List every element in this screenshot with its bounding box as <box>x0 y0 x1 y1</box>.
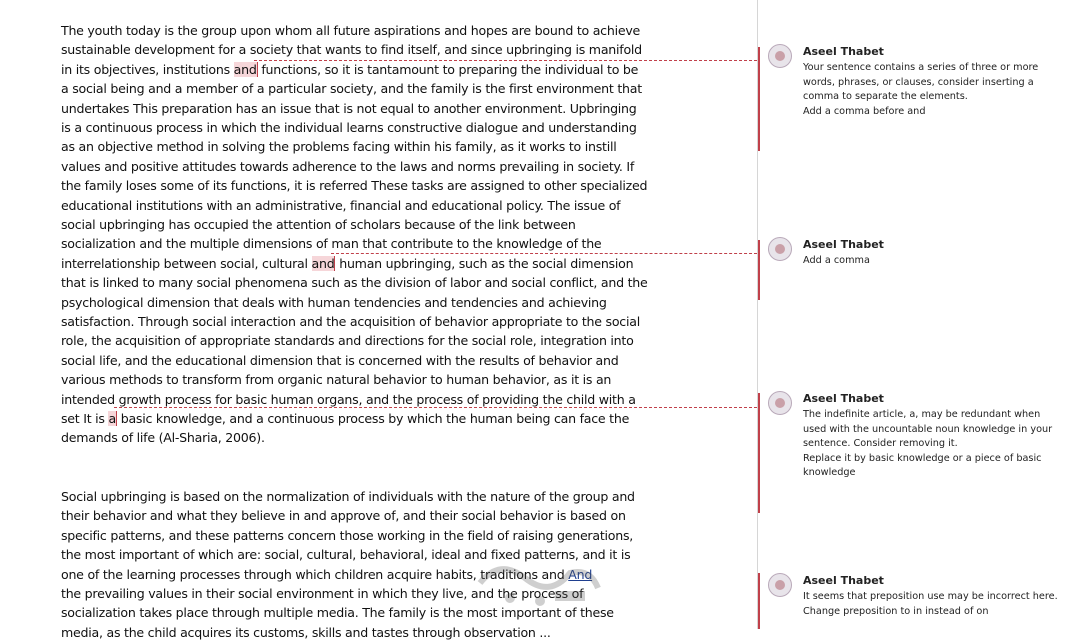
text-run: basic knowledge, and a continuous process by which the human being can face the <box>116 411 630 426</box>
text-line <box>61 215 576 234</box>
text-run: demands of life (Al-Sharia, 2006). <box>61 430 265 446</box>
comment-body <box>803 590 1063 619</box>
text-run: undertakes This preparation has an issue that is not equal to another environment. Upbringing <box>61 100 637 116</box>
text-run: their behavior and what they believe in and approve of, and their social behavior is based on <box>61 508 626 524</box>
text-run: values and positive attitudes towards adherence to the laws and norms prevailing in society. If <box>61 158 635 174</box>
text-line <box>61 176 647 195</box>
comment-bar-3 <box>758 393 760 513</box>
text-line <box>61 545 630 564</box>
text-run: set It is <box>61 411 109 426</box>
text-line <box>61 487 635 506</box>
text-run: is a continuous process in which the individual learns constructive dialogue and understanding <box>61 120 637 135</box>
comment-bar-1 <box>758 47 760 151</box>
comments-pane[interactable] <box>757 0 1074 629</box>
text-run: socialization takes place through multiple media. The family is the most important of these <box>61 605 614 621</box>
text-line <box>61 526 633 545</box>
text-run: social life, and the educational dimension that is concerned with the results of behavior and <box>61 352 619 368</box>
comment-author: Aseel Thabet <box>803 574 884 587</box>
comment-connector-1 <box>254 60 757 61</box>
comment-text: Change preposition to in instead of on <box>803 605 989 617</box>
text-line <box>61 21 640 40</box>
text-run: socialization and the multiple dimensions of man that contribute to the knowledge of the <box>61 236 602 252</box>
text-run: various methods to transform from organic natural behavior to human behavior, as it is an <box>61 372 612 388</box>
comment-body <box>803 408 1063 481</box>
text-run: specific patterns, and these patterns concern those working in the field of raising generations, <box>61 527 634 543</box>
text-line <box>61 79 642 98</box>
text-run: Social upbringing is based on the normalization of individuals with the nature of the group and <box>61 489 635 504</box>
text-line <box>61 584 583 603</box>
comment-body <box>803 61 1063 119</box>
text-line <box>61 118 637 137</box>
comment-text: Add a comma before and <box>803 105 926 117</box>
comment-anchor-highlight: and <box>233 61 257 77</box>
comment-connector-3 <box>114 407 757 408</box>
text-line <box>61 99 637 118</box>
text-run: satisfaction. Through social interaction and the acquisition of behavior appropriate to the social <box>61 314 640 329</box>
comment-connector-2 <box>331 253 757 254</box>
comment-text: The indefinite article, a, may be redundant when used with the uncountable noun knowledge in your sentence. Consider removing it. <box>803 409 1053 449</box>
text-line <box>61 60 638 79</box>
avatar <box>768 237 792 261</box>
text-run: media, as the child acquires its customs, skills and tastes through observation ... <box>61 624 551 640</box>
comment-anchor-highlight: and <box>311 255 335 271</box>
avatar <box>768 44 792 68</box>
text-line <box>61 331 634 350</box>
comment-text: Replace it by basic knowledge or a piece of basic knowledge <box>803 452 1042 478</box>
text-run: one of the learning processes through which children acquire habits, traditions and <box>61 566 569 582</box>
comment-author: Aseel Thabet <box>803 45 884 58</box>
comment-body <box>803 254 1063 269</box>
text-line <box>61 273 648 292</box>
comment-bar-4 <box>758 573 760 629</box>
text-line <box>61 565 592 584</box>
comment-text: It seems that preposition use may be incorrect here. <box>803 591 1058 602</box>
text-run: a social being and a member of a particular society, and the family is the first environment that <box>61 81 642 97</box>
text-line <box>61 428 265 447</box>
comment-author: Aseel Thabet <box>803 238 884 251</box>
text-run: the prevailing values in their social environment in which they live, and the process of <box>61 586 584 601</box>
text-line <box>61 506 626 525</box>
text-run: The youth today is the group upon whom all future aspirations and hopes are bound to achieve <box>61 23 641 38</box>
text-run: sustainable development for a society that wants to find itself, and since upbringing is manifold <box>61 42 642 58</box>
text-line <box>61 196 620 215</box>
text-line <box>61 603 614 622</box>
text-run: interrelationship between social, cultural <box>61 255 312 271</box>
tracked-insertion: And <box>568 566 593 582</box>
text-run: psychological dimension that deals with human tendencies and tendencies and achieving <box>61 294 607 310</box>
text-line <box>61 370 611 389</box>
comment-text: Your sentence contains a series of three or more words, phrases, or clauses, consider inserting a comma to separate the elements. <box>803 62 1039 102</box>
comment-anchor-highlight: a <box>108 411 116 426</box>
avatar <box>768 391 792 415</box>
text-line <box>61 623 551 642</box>
text-run: the most important of which are: social, cultural, behavioral, ideal and fixed patterns, and it is <box>61 547 631 563</box>
text-run: social upbringing has occupied the attention of scholars because of the link between <box>61 217 576 232</box>
comment-bar-2 <box>758 240 760 300</box>
text-run: educational institutions with an administrative, financial and educational policy. The issue of <box>61 197 621 213</box>
text-run: functions, so it is tantamount to preparing the individual to be <box>257 61 639 77</box>
avatar <box>768 573 792 597</box>
text-line <box>61 409 629 428</box>
text-run: in its objectives, institutions <box>61 61 234 77</box>
text-run: the family loses some of its functions, it is referred These tasks are assigned to other specialized <box>61 178 648 194</box>
text-run: that is linked to many social phenomena such as the division of labor and social conflict, and the <box>61 275 648 291</box>
text-run: human upbringing, such as the social dimension <box>335 255 634 271</box>
text-line <box>61 293 607 312</box>
text-line <box>61 234 601 253</box>
comment-author: Aseel Thabet <box>803 392 884 405</box>
text-run: intended growth process for basic human organs, and the process of providing the child with a <box>61 391 636 407</box>
text-run: role, the acquisition of appropriate standards and directions for the social role, integration into <box>61 333 634 349</box>
comment-text: Add a comma <box>803 255 870 266</box>
text-line <box>61 137 616 156</box>
text-line <box>61 254 633 273</box>
text-run: as an objective method in solving the problems facing within his family, as it works to instill <box>61 139 617 155</box>
text-line <box>61 40 642 59</box>
text-line <box>61 351 618 370</box>
text-line <box>61 312 640 331</box>
text-line <box>61 157 634 176</box>
